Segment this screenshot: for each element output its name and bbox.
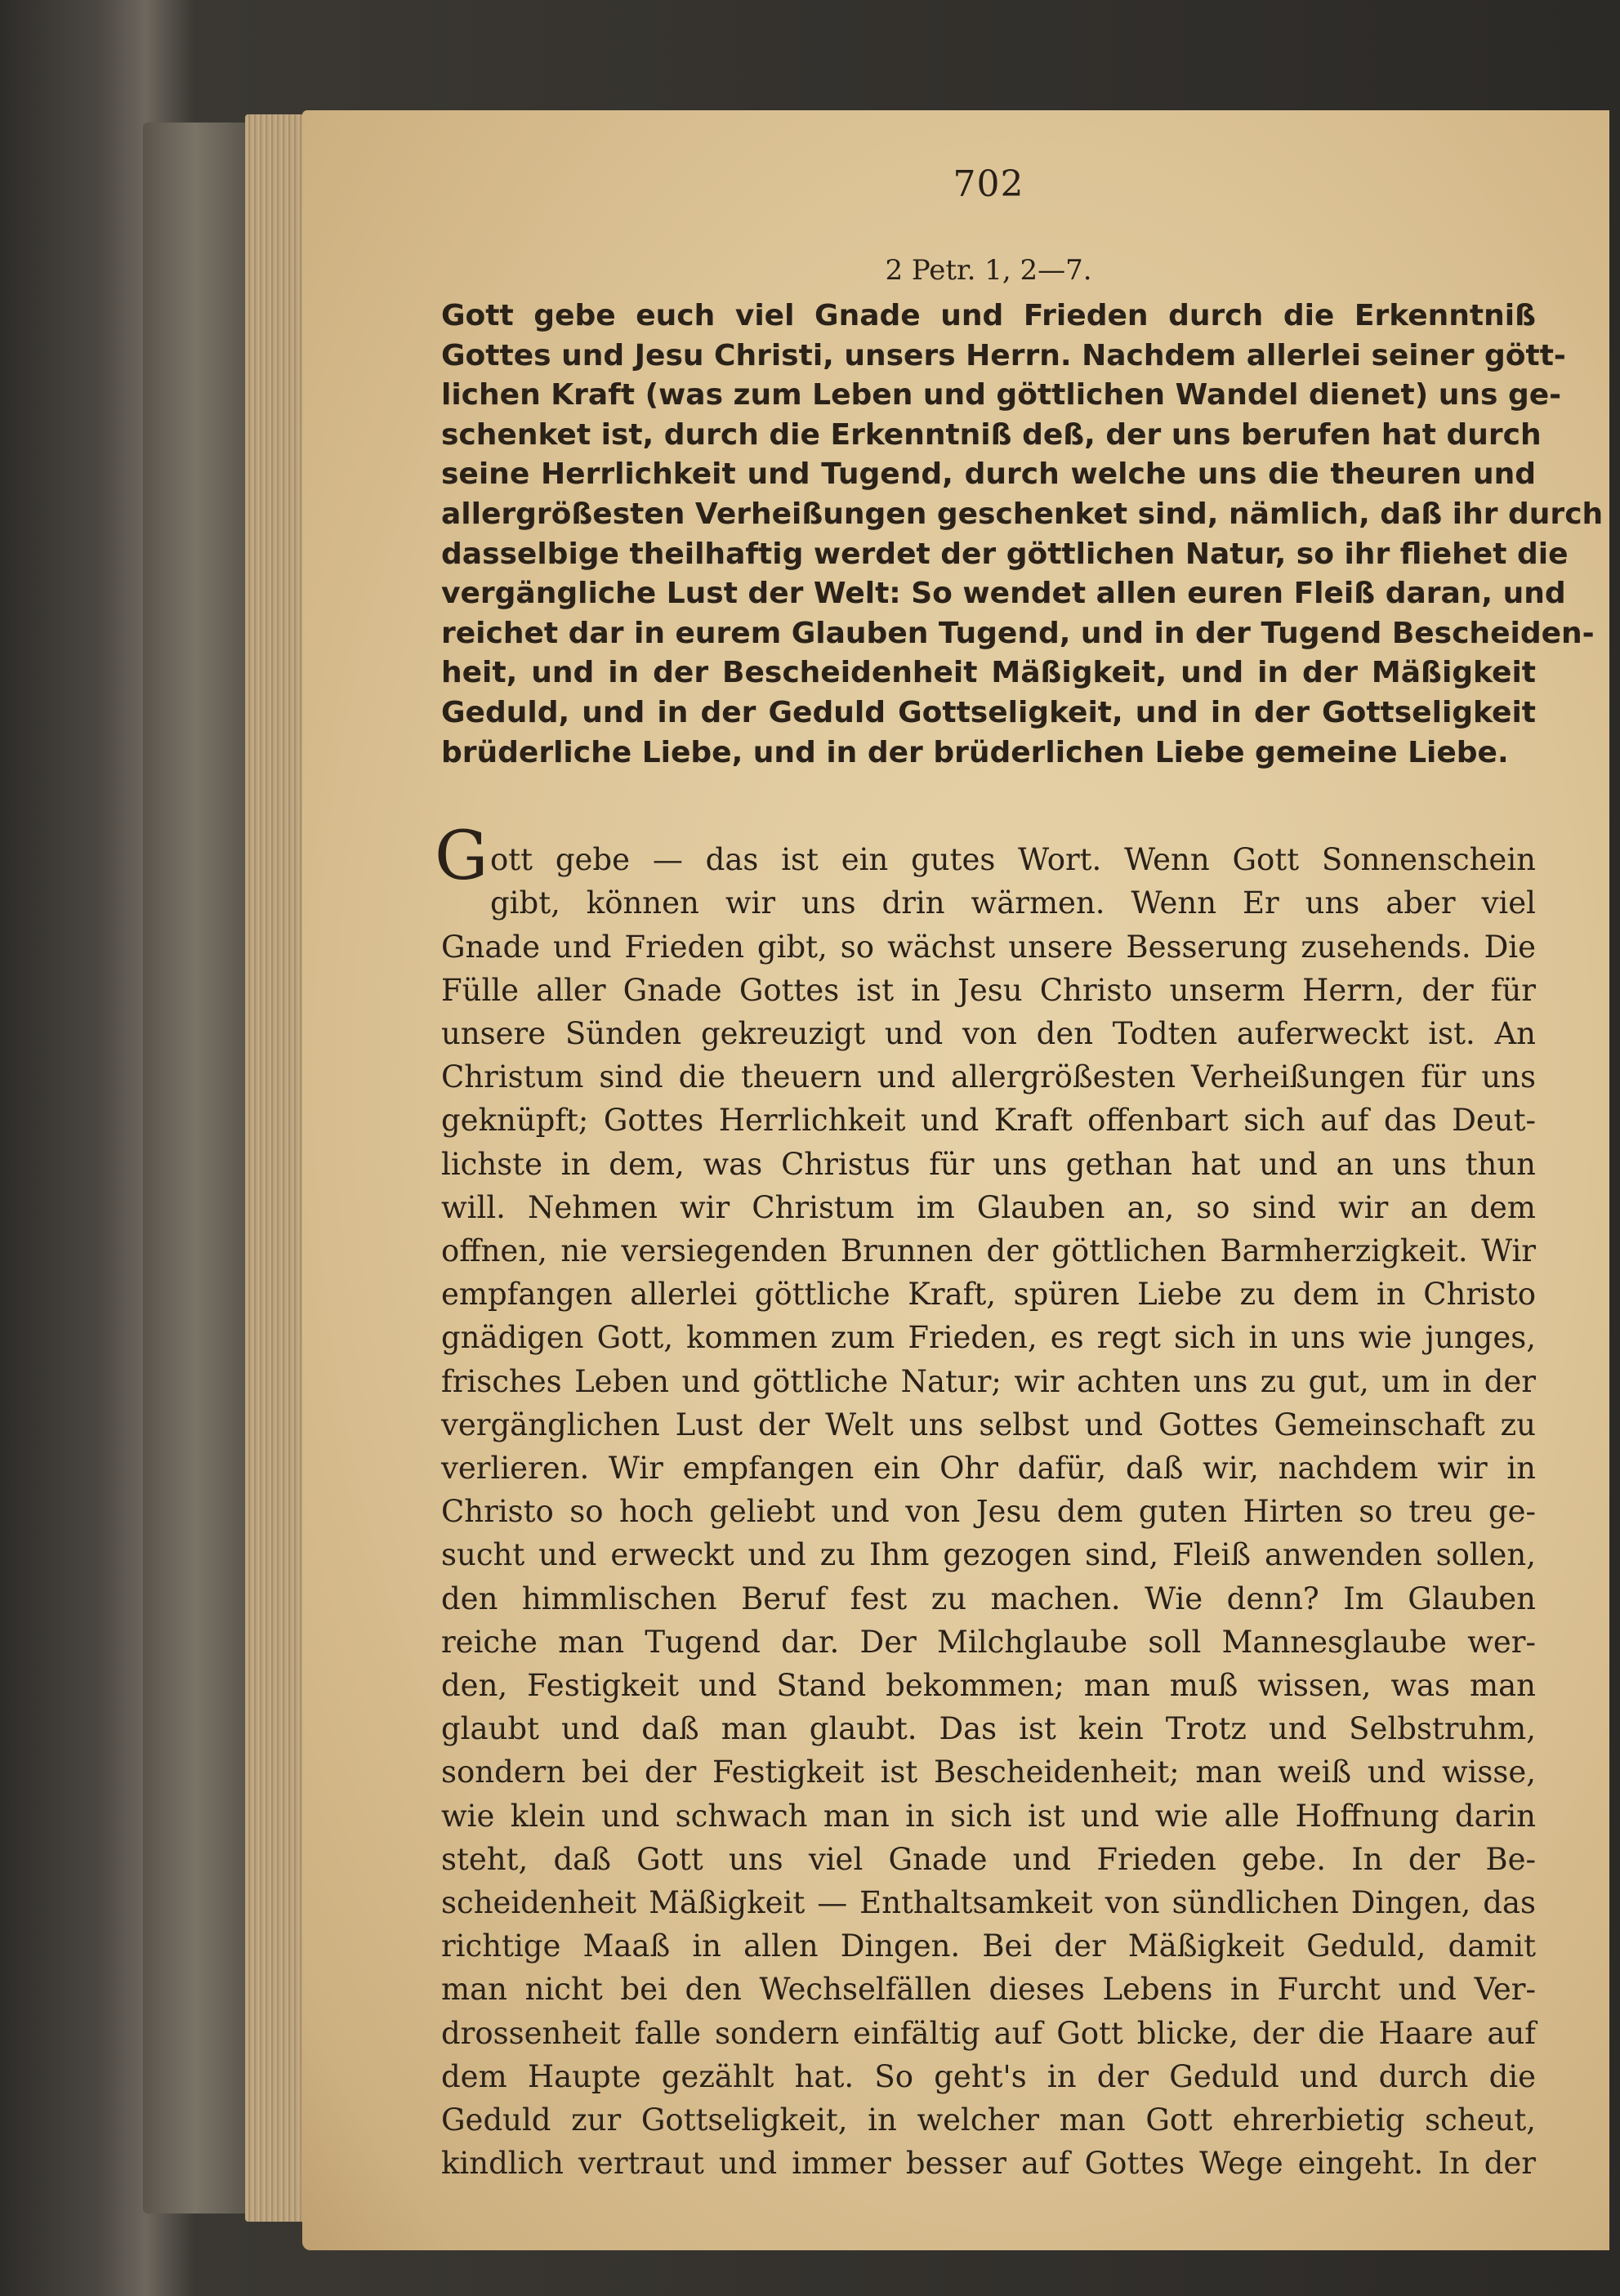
body-line: reiche man Tugend dar. Der Milchglaube soll Mannesglaube wer- — [441, 1624, 1536, 1660]
verse-line: vergängliche Lust der Welt: So wendet allen euren Fleiß daran, und — [441, 577, 1566, 611]
body-line: glaubt und daß man glaubt. Das ist kein Trotz und Selbstruhm, — [441, 1711, 1536, 1747]
body-line: steht, daß Gott uns viel Gnade und Frieden gebe. In der Be- — [441, 1841, 1536, 1877]
verse-line: Gott gebe euch viel Gnade und Frieden durch die Erkenntniß — [441, 299, 1536, 332]
body-line: Geduld zur Gottseligkeit, in welcher man Gott ehrerbietig scheut, — [441, 2102, 1536, 2138]
scripture-passage — [441, 296, 1604, 773]
body-line: den, Festigkeit und Stand bekommen; man muß wissen, was man — [441, 1667, 1536, 1703]
body-line: Fülle aller Gnade Gottes ist in Jesu Christo unserm Herrn, der für — [441, 972, 1536, 1008]
body-line: man nicht bei den Wechselfällen dieses Lebens in Furcht und Ver- — [441, 1972, 1536, 2008]
verse-line: Gottes und Jesu Christi, unsers Herrn. Nachdem allerlei seiner gött- — [441, 338, 1566, 372]
body-line-first — [435, 818, 1536, 896]
scripture-reference: 2 Petr. 1, 2—7. — [885, 254, 1092, 287]
body-line: scheidenheit Mäßigkeit — Enthaltsamkeit von sündlichen Dingen, das — [441, 1885, 1536, 1920]
verse-line: lichen Kraft (was zum Leben und göttlichen Wandel dienet) uns ge- — [441, 378, 1562, 412]
drop-cap: G — [435, 818, 489, 896]
body-line: Gnade und Frieden gibt, so wächst unsere Besserung zusehends. Die — [441, 929, 1536, 965]
body-line: geknüpft; Gottes Herrlichkeit und Kraft offenbart sich auf das Deut- — [441, 1103, 1536, 1139]
body-line: Christo so hoch geliebt und von Jesu dem guten Hirten so treu ge- — [441, 1494, 1536, 1530]
verse-line: seine Herrlichkeit und Tugend, durch welche uns die theuren und — [441, 457, 1536, 492]
body-line: offnen, nie versiegenden Brunnen der göttlichen Barmherzigkeit. Wir — [441, 1233, 1536, 1268]
verse-line: Geduld, und in der Geduld Gottseligkeit, und in der Gottseligkeit — [441, 695, 1536, 729]
verse-line: heit, und in der Bescheidenheit Mäßigkeit, und in der Mäßigkeit — [441, 656, 1536, 690]
body-line: unsere Sünden gekreuzigt und von den Todten auferweckt ist. An — [441, 1015, 1536, 1051]
verse-line: brüderliche Liebe, und in der brüderlichen Liebe gemeine Liebe. — [441, 735, 1509, 769]
verse-line: allergrößesten Verheißungen geschenket sind, nämlich, daß ihr durch — [441, 497, 1604, 531]
body-line: will. Nehmen wir Christum im Glauben an, so sind wir an dem — [441, 1189, 1536, 1225]
verse-line: schenket ist, durch die Erkenntniß deß, der uns berufen hat durch — [441, 417, 1542, 452]
body-line: kindlich vertraut und immer besser auf Gottes Wege eingeht. In der — [441, 2146, 1536, 2182]
page-text — [435, 163, 1604, 2185]
body-line: frisches Leben und göttliche Natur; wir achten uns zu gut, um in der — [441, 1363, 1536, 1399]
body-line: verlieren. Wir empfangen ein Ohr dafür, daß wir, nachdem wir in — [441, 1450, 1536, 1486]
body-line: gnädigen Gott, kommen zum Frieden, es regt sich in uns wie junges, — [441, 1320, 1536, 1356]
body-line: wie klein und schwach man in sich ist und wie alle Hoffnung darin — [441, 1798, 1536, 1834]
body-line: richtige Maaß in allen Dingen. Bei der Mäßigkeit Geduld, damit — [441, 1928, 1536, 1964]
body-line: vergänglichen Lust der Welt uns selbst und Gottes Gemeinschaft zu — [441, 1407, 1536, 1442]
body-line: Christum sind die theuern und allergrößesten Verheißungen für uns — [441, 1059, 1536, 1095]
verse-line: dasselbige theilhaftig werdet der göttlichen Natur, so ihr fliehet die — [441, 537, 1569, 571]
body-line: empfangen allerlei göttliche Kraft, spüren Liebe zu dem in Christo — [441, 1277, 1536, 1313]
page-number: 702 — [953, 163, 1024, 205]
body-line: sucht und erweckt und zu Ihm gezogen sind, Fleiß anwenden sollen, — [441, 1537, 1536, 1573]
body-first-text: ott gebe — das ist ein gutes Wort. Wenn Gott Sonnenschein — [490, 842, 1536, 878]
body-line: dem Haupte gezählt hat. So geht's in der Geduld und durch die — [441, 2058, 1536, 2094]
body-line: gibt, können wir uns drin wärmen. Wenn Er uns aber viel — [490, 885, 1536, 921]
commentary-body — [435, 818, 1536, 2185]
verse-line: reichet dar in eurem Glauben Tugend, und in der Tugend Bescheiden- — [441, 616, 1595, 650]
body-line: drossenheit falle sondern einfältig auf Gott blicke, der die Haare auf — [441, 2015, 1536, 2051]
body-line: lichste in dem, was Christus für uns gethan hat und an uns thun — [441, 1146, 1536, 1182]
body-line: sondern bei der Festigkeit ist Bescheidenheit; man weiß und wisse, — [441, 1754, 1536, 1790]
body-line: den himmlischen Beruf fest zu machen. Wie denn? Im Glauben — [441, 1580, 1536, 1616]
